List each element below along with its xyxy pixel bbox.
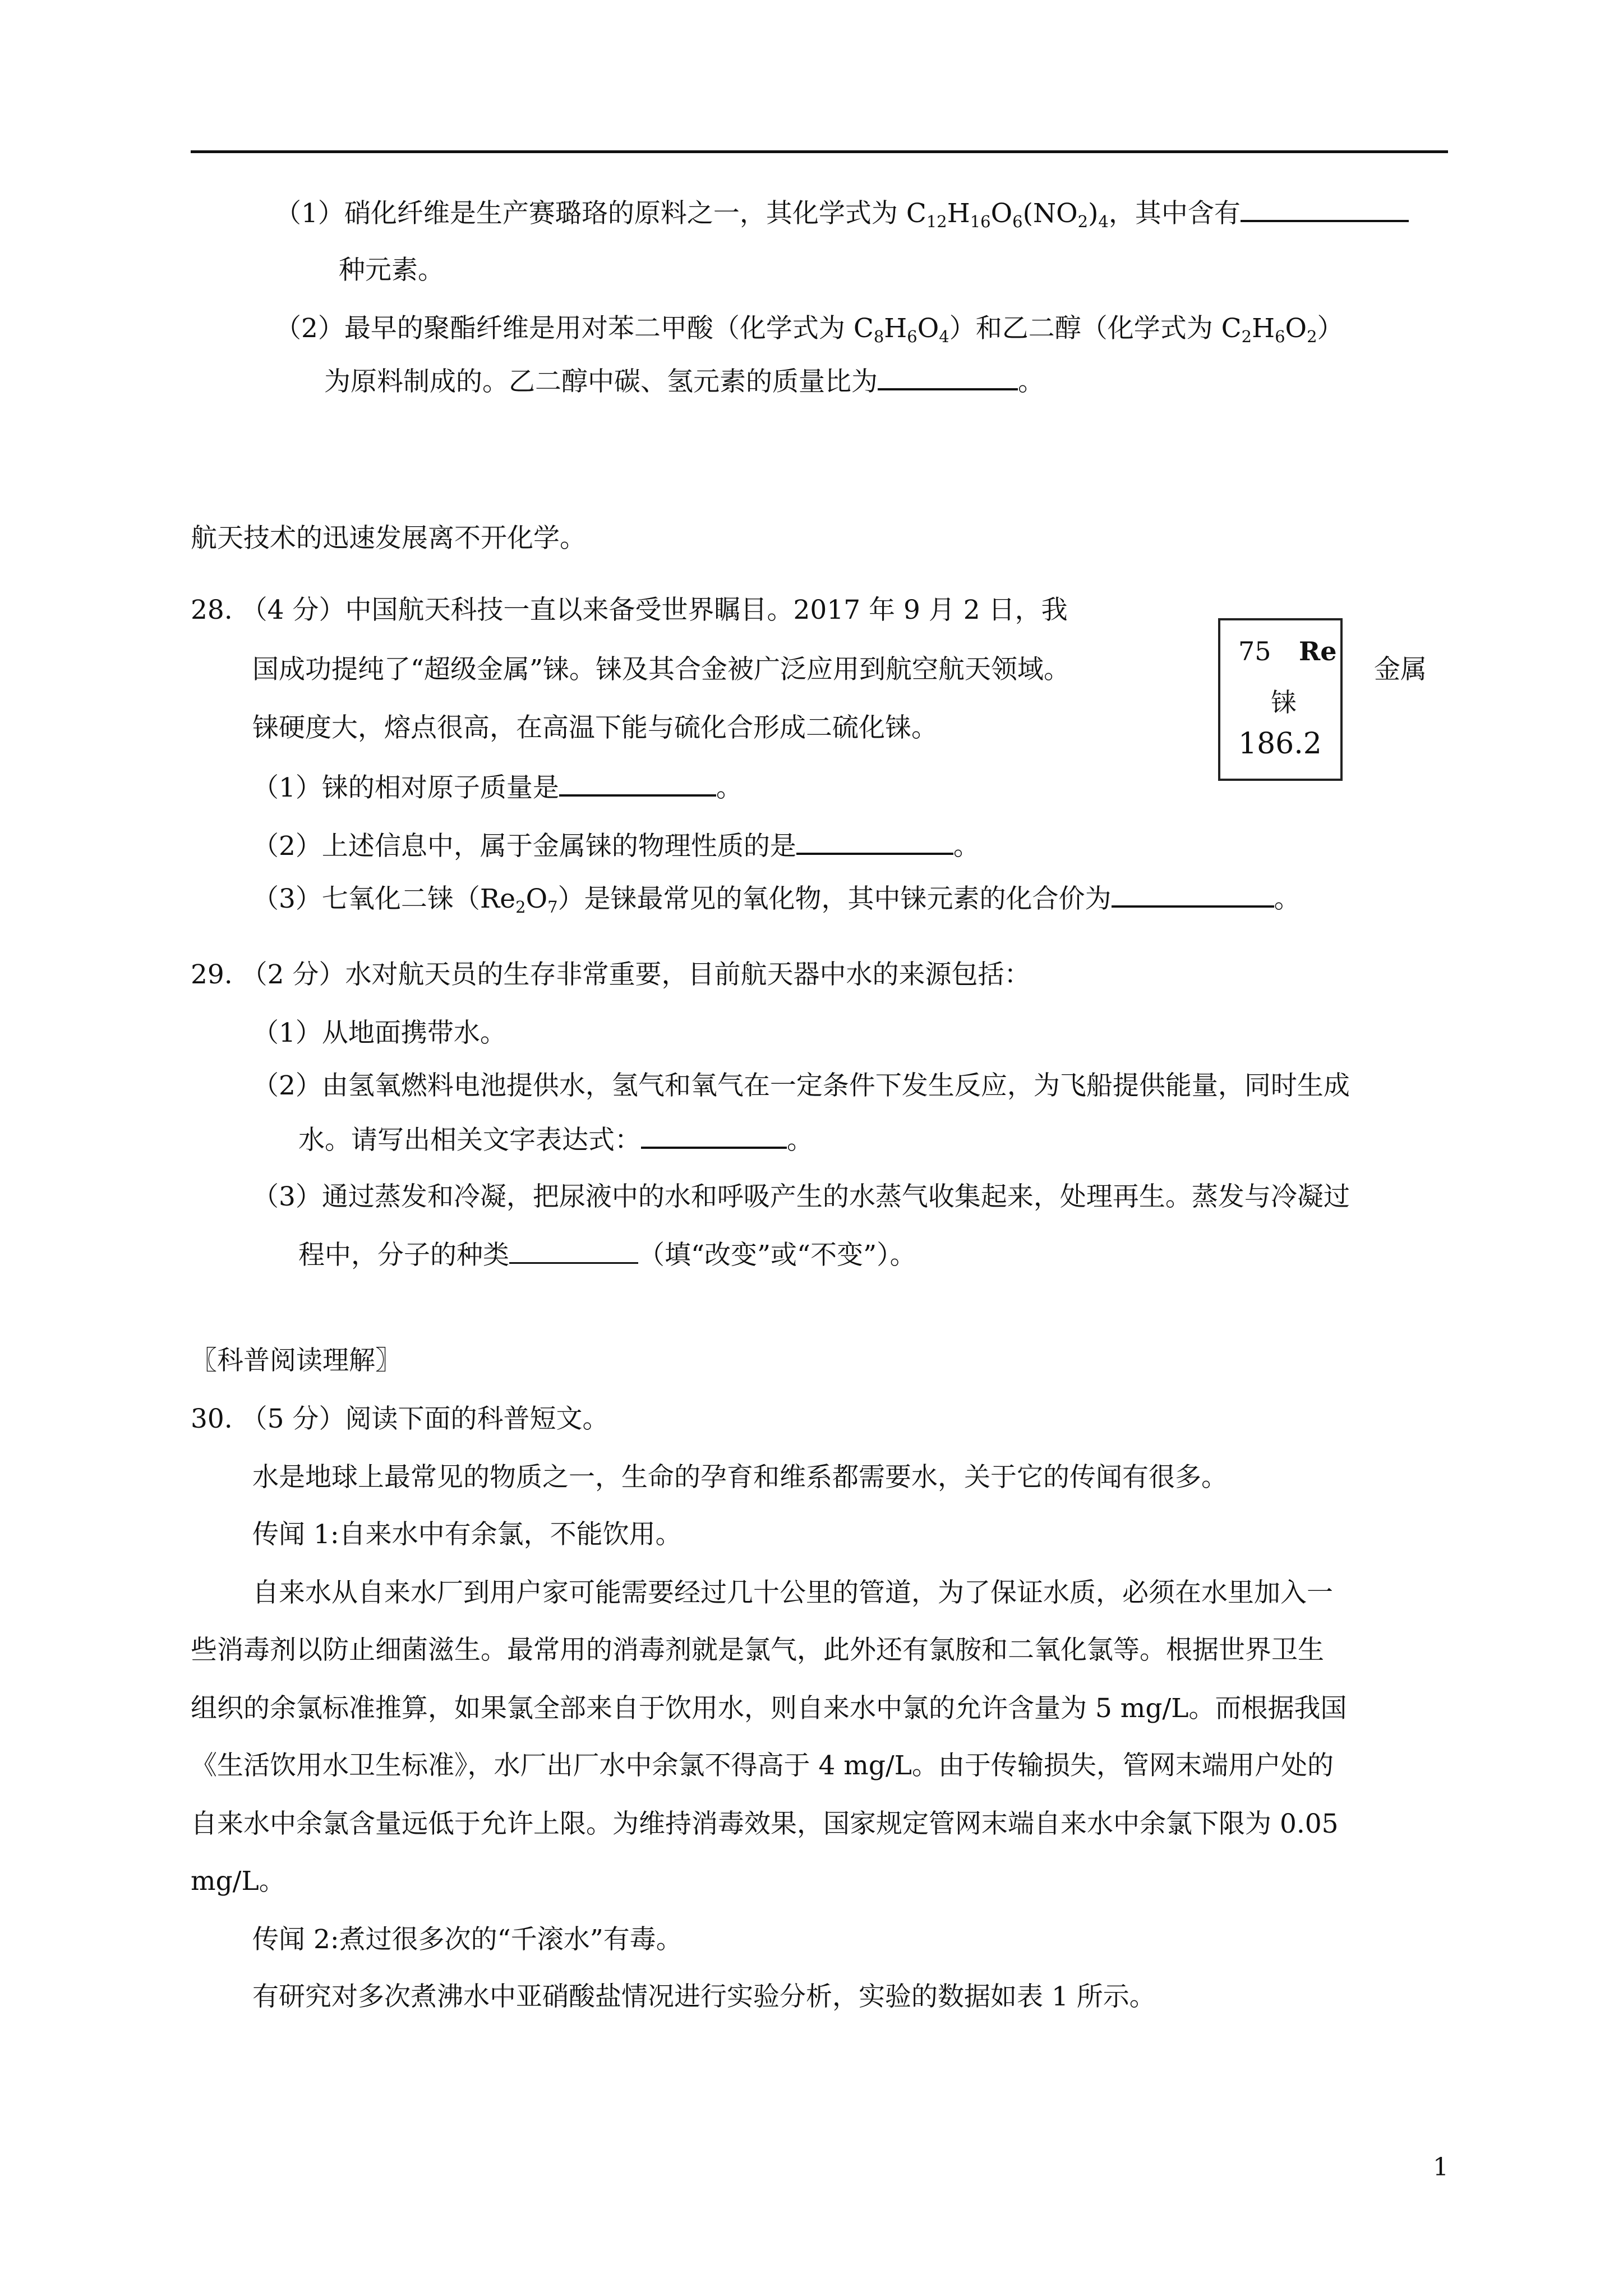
q28-sub2: （2）上述信息中，属于金属铼的物理性质的是 。 (252, 828, 980, 863)
element-symbol: Re (1299, 636, 1337, 666)
q28-stem-line2: 国成功提纯了“超级金属”铼。铼及其合金被广泛应用到航空航天领域。 (252, 654, 1071, 685)
atomic-mass: 186.2 (1238, 727, 1322, 761)
q30-para3-line2: 些消毒剂以防止细菌滋生。最常用的消毒剂就是氯气，此外还有氯胺和二氧化氯等。根据世界卫生 (191, 1635, 1324, 1665)
q29-sub2-line2: 水。请写出相关文字表达式： 。 (298, 1122, 813, 1157)
q28-stem-line2-tail: 金属 (1374, 654, 1427, 685)
answer-blank[interactable] (559, 770, 716, 797)
intro-text: 航天技术的迅速发展离不开化学。 (191, 523, 586, 554)
q30-stem: 30. （5 分）阅读下面的科普短文。 (191, 1404, 609, 1434)
q30-para3-line1: 自来水从自来水厂到用户家可能需要经过几十公里的管道，为了保证水质，必须在水里加入一 (252, 1577, 1333, 1608)
answer-blank[interactable] (878, 364, 1018, 390)
q30-rumor2: 传闻 2:煮过很多次的“千滚水”有毒。 (252, 1924, 683, 1955)
q30-rumor1: 传闻 1:自来水中有余氯，不能饮用。 (252, 1519, 682, 1550)
q29-sub2-line1: （2）由氢氧燃料电池提供水，氢气和氧气在一定条件下发生反应，为飞船提供能量，同时生成 (252, 1070, 1350, 1101)
q30-para5: 有研究对多次煮沸水中亚硝酸盐情况进行实验分析，实验的数据如表 1 所示。 (252, 1981, 1156, 2012)
q30-para3-line3: 组织的余氯标准推算，如果氯全部来自于饮用水，则自来水中氯的允许含量为 5 mg/L。而根据我国 (191, 1693, 1347, 1724)
element-name: 铼 (1271, 687, 1297, 717)
answer-blank[interactable] (1241, 195, 1409, 222)
q29-stem: 29. （2 分）水对航天员的生存非常重要，目前航天器中水的来源包括： (191, 959, 1031, 990)
periodic-element-card (1218, 618, 1343, 781)
q29-sub3-line2: 程中，分子的种类 （填“改变”或“不变”）。 (298, 1237, 916, 1272)
header-rule (191, 150, 1448, 153)
q27-part1-line1: （1）硝化纤维是生产赛璐珞的原料之一，其化学式为 $C_{12}H_{16}O_6(NO_2)_4$，其中含有 (275, 195, 1409, 231)
atomic-number: 75 (1238, 636, 1271, 666)
q29-sub1: （1）从地面携带水。 (252, 1018, 506, 1048)
q28-sub3: （3）七氧化二铼$(Re_2O_7)$是铼最常见的氧化物，其中铼元素的化合价为 。 (252, 881, 1301, 916)
q30-para3-line5: 自来水中余氯含量远低于允许上限。为维持消毒效果，国家规定管网末端自来水中余氯下限为 0.05 (191, 1809, 1339, 1839)
q27-part2-line1: （2）最早的聚酯纤维是用对苯二甲酸（化学式为 $C_8H_6O_4$）和乙二醇（化学式为 $C_2H_6O_2$） (275, 313, 1344, 346)
answer-blank[interactable] (509, 1237, 638, 1264)
q30-para3-line6: mg/L。 (191, 1866, 285, 1897)
q28-sub1: （1）铼的相对原子质量是 。 (252, 770, 743, 805)
answer-blank[interactable] (641, 1122, 787, 1149)
q30-para3-line4: 《生活饮用水卫生标准》，水厂出厂水中余氯不得高于 4 mg/L。由于传输损失，管网末端用户处的 (191, 1750, 1334, 1781)
section-heading: 〖科普阅读理解〗 (191, 1345, 402, 1376)
q27-part1-line2: 种元素。 (339, 255, 444, 286)
q27-part2-line2: 为原料制成的。乙二醇中碳、氢元素的质量比为 。 (324, 364, 1044, 399)
answer-blank[interactable] (796, 828, 953, 855)
q30-para1: 水是地球上最常见的物质之一，生命的孕育和维系都需要水，关于它的传闻有很多。 (252, 1462, 1228, 1493)
q28-stem-line3: 铼硬度大，熔点很高，在高温下能与硫化合形成二硫化铼。 (252, 712, 938, 743)
answer-blank[interactable] (1112, 881, 1274, 908)
q29-sub3-line1: （3）通过蒸发和冷凝，把尿液中的水和呼吸产生的水蒸气收集起来，处理再生。蒸发与冷凝过 (252, 1181, 1350, 1212)
q28-stem-line1: 28. （4 分）中国航天科技一直以来备受世界瞩目。2017 年 9 月 2 日，我 (191, 595, 1068, 625)
page-number: 1 (1433, 2153, 1449, 2182)
